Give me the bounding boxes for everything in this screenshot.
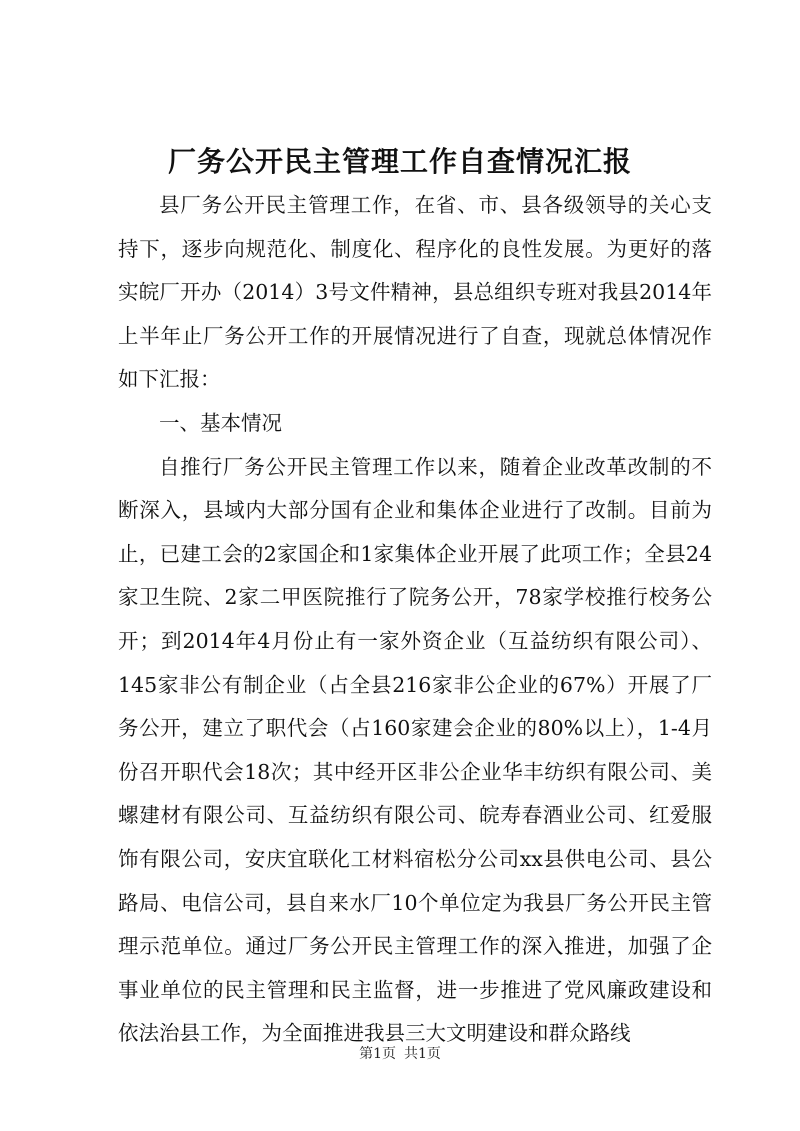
section-heading-basic-situation: 一、基本情况: [159, 410, 282, 435]
intro-paragraph: 县厂务公开民主管理工作，在省、市、县各级领导的关心支持下，逐步向规范化、制度化、程序化的良性发展。为更好的落实皖厂开办（2014）3号文件精神，县总组织专班对我县2014年上半年止厂务公开工作的开展情况进行了自查，现就总体情况作如下汇报：: [118, 193, 712, 392]
document-body: [118, 184, 712, 1056]
page-footer: [0, 1044, 800, 1064]
page-number: 第1页: [359, 1046, 396, 1062]
basic-situation-paragraph: 自推行厂务公开民主管理工作以来，随着企业改革改制的不断深入，县域内大部分国有企业和集体企业进行了改制。目前为止，已建工会的2家国企和1家集体企业开展了此项工作；全县24家卫生院、2家二甲医院推行了院务公开，78家学校推行校务公开；到2014年4月份止有一家外资企业（互益纺织有限公司）、145家非公有制企业（占全县216家非公企业的67%）开展了厂务公开，建立了职代会（占160家建会企业的80%以上），1-4月份召开职代会18次；其中经开区非公企业华丰纺织有限公司、美螺建材有限公司、互益纺织有限公司、皖寿春酒业公司、红爱服饰有限公司，安庆宜联化工材料宿松分公司xx县供电公司、县公路局、电信公司，县自来水厂10个单位定为我县厂务公开民主管理示范单位。通过厂务公开民主管理工作的深入推进，加强了企事业单位的民主管理和民主监督，进一步推进了党风廉政建设和依法治县工作，为全面推进我县三大文明建设和群众路线: [118, 454, 712, 1046]
document-title: 厂务公开民主管理工作自查情况汇报: [167, 145, 632, 178]
page-total: 共1页: [404, 1046, 441, 1062]
